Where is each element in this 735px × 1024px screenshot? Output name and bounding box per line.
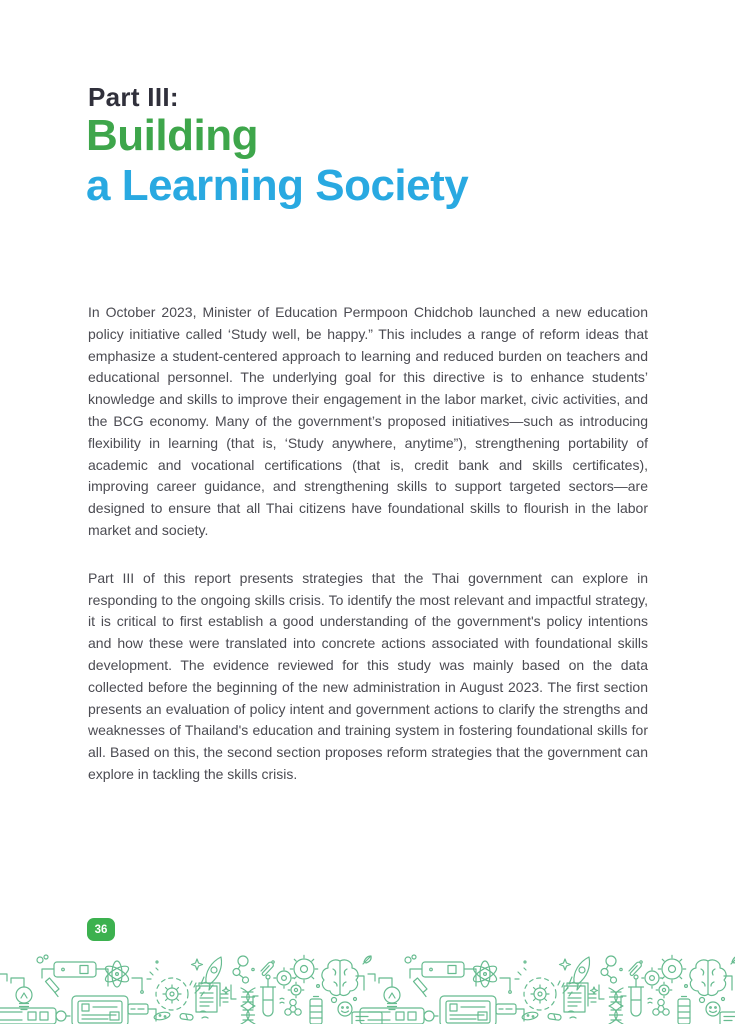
page-title-line1: Building: [86, 111, 258, 160]
page-title-line2: a Learning Society: [86, 161, 469, 210]
page-number: 36: [94, 923, 108, 936]
part-kicker: Part III:: [88, 82, 179, 112]
body-text: [88, 302, 648, 812]
paragraph-1: In October 2023, Minister of Education Permpoon Chidchob launched a new education policy initiative called ‘Study well, be happy.” This includes a range of reform ideas that emphasize a student-centered approach to learning and reduced burden on teachers and educational personnel. The underlying goal for this directive is to enhance students’ knowledge and skills to improve their engagement in the labor market, civic activities, and the BCG economy. Many of the government’s proposed initiatives—such as introducing flexibility in learning (that is, ‘Study anywhere, anytime”), strengthening portability of academic and vocational certifications (that is, credit bank and skills certificates), improving career guidance, and strengthening skills to support targeted sectors—are designed to ensure that all Thai citizens have foundational skills to flourish in the labor market and society.: [88, 304, 648, 538]
science-doodle-border: [0, 954, 735, 1024]
page-number-badge: [87, 918, 115, 941]
page-title: [86, 111, 468, 211]
paragraph-2: Part III of this report presents strategies that the Thai government can explore in responding to the ongoing skills crisis. To identify the most relevant and impactful strategy, it is critical to first establish a good understanding of the government's policy intentions and how these were translated into concrete actions associated with foundational skills development. The evidence reviewed for this study was mainly based on the data collected before the beginning of the new administration in August 2023. The first section presents an evaluation of policy intent and government actions to clarify the strengths and weaknesses of Thailand's education and training system in fostering foundational skills for all. Based on this, the second section proposes reform strategies that the government can explore in tackling the skills crisis.: [88, 569, 648, 782]
